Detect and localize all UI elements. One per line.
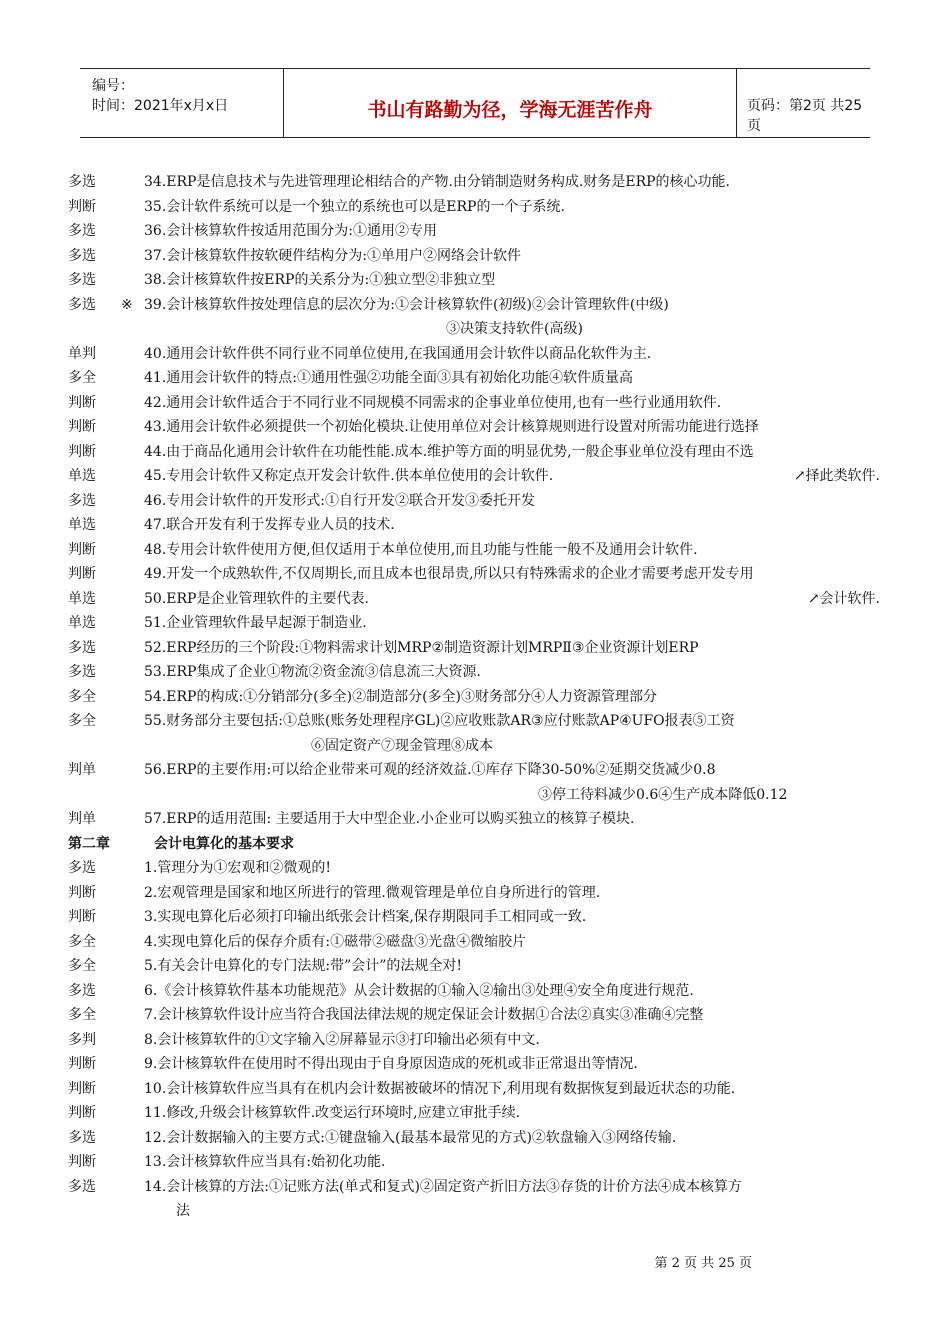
question-line — [68, 219, 888, 244]
question-line — [68, 513, 888, 538]
header-page-cell — [737, 69, 870, 137]
page-footer: 第 2 页 共 25 页 — [654, 1256, 752, 1271]
question-line — [68, 1077, 888, 1102]
question-text: 54.ERP的构成:①分销部分(多全)②制造部分(多全)③财务部分④人力资源管理部分 — [144, 688, 658, 705]
header-motto: 书山有路勤为径，学海无涯苦作舟 — [367, 99, 653, 121]
question-line — [68, 758, 888, 783]
question-line — [68, 905, 888, 930]
question-type-tag: 多选 — [68, 639, 96, 656]
question-text: 45.专用会计软件又称定点开发会计软件.供本单位使用的会计软件. — [144, 468, 554, 484]
question-type-tag: 判断 — [68, 419, 96, 435]
question-type-tag: 多全 — [68, 958, 96, 974]
question-type-tag: 多选 — [68, 272, 96, 288]
question-line — [68, 611, 888, 636]
question-line — [68, 464, 888, 489]
question-line — [68, 366, 888, 391]
question-text: 38.会计核算软件按ERP的关系分为:①独立型②非独立型 — [144, 272, 496, 288]
question-type-tag: 判断 — [68, 1056, 96, 1072]
question-type-tag: 判断 — [68, 566, 96, 582]
question-line — [68, 1175, 888, 1200]
question-text: 56.ERP的主要作用:可以给企业带来可观的经济效益.①库存下降30-50%②延期交货减少0.8 — [144, 762, 716, 778]
question-type-tag: 判断 — [68, 909, 96, 925]
question-type-tag: 多选 — [68, 664, 96, 680]
question-line — [68, 587, 888, 612]
question-line — [68, 636, 888, 661]
question-text: 10.会计核算软件应当具有在机内会计数据被破坏的情况下,利用现有数据恢复到最近状态的功能. — [144, 1080, 736, 1097]
question-line — [68, 734, 888, 759]
question-text: 53.ERP集成了企业①物流②资金流③信息流三大资源. — [144, 664, 481, 680]
question-line — [68, 293, 888, 318]
question-text: 13.会计核算软件应当具有:始初化功能. — [144, 1154, 386, 1170]
question-text: 50.ERP是企业管理软件的主要代表. — [144, 590, 369, 607]
question-text: 41.通用会计软件的特点:①通用性强②功能全面③具有初始化功能④软件质量高 — [144, 370, 633, 386]
question-text: 34.ERP是信息技术与先进管理理论相结合的产物.由分销制造财务构成.财务是ERP的核心功能. — [144, 174, 730, 190]
question-text: ⑥固定资产⑦现金管理⑧成本 — [311, 737, 493, 754]
question-text: 42.通用会计软件适合于不同行业不同规模不同需求的企事业单位使用,也有一些行业通用软件. — [144, 394, 722, 411]
question-line — [68, 562, 888, 587]
question-type-tag: 多选 — [68, 223, 96, 239]
question-text: 49.开发一个成熟软件,不仅周期长,而且成本也很昂贵,所以只有特殊需求的企业才需要考虑开发专用 — [144, 566, 754, 582]
question-line — [68, 1126, 888, 1151]
question-text: 52.ERP经历的三个阶段:①物料需求计划MRP②制造资源计划MRPⅡ③企业资源计划ERP — [144, 639, 699, 656]
document-number-label: 编号： — [92, 78, 134, 94]
question-line — [68, 660, 888, 685]
question-type-tag: 多全 — [68, 370, 96, 386]
question-line — [68, 440, 888, 465]
question-type-tag: 单选 — [68, 517, 96, 533]
question-text: 40.通用会计软件供不同行业不同单位使用,在我国通用会计软件以商品化软件为主. — [144, 345, 652, 362]
question-type-tag: 单判 — [68, 345, 96, 362]
question-line — [68, 783, 888, 808]
question-line — [68, 1003, 888, 1028]
question-type-tag: 多选 — [68, 982, 96, 999]
question-type-tag: 判单 — [68, 762, 96, 778]
question-line — [68, 195, 888, 220]
question-type-tag: 判断 — [68, 884, 96, 901]
question-text: 8.会计核算软件的①文字输入②屏幕显示③打印输出必须有中文. — [144, 1031, 540, 1048]
question-text: 5.有关会计电算化的专门法规:带”会计”的法规全对! — [144, 958, 463, 974]
question-type-tag: 多全 — [68, 688, 96, 705]
question-line — [68, 685, 888, 710]
question-text: 46.专用会计软件的开发形式:①自行开发②联合开发③委托开发 — [144, 492, 535, 509]
question-line — [68, 170, 888, 195]
question-line — [68, 244, 888, 269]
question-type-tag: 多选 — [68, 1178, 96, 1195]
question-line — [68, 538, 888, 563]
question-text: 9.会计核算软件在使用时不得出现由于自身原因造成的死机或非正常退出等情况. — [144, 1056, 638, 1072]
question-line — [68, 1052, 888, 1077]
question-line — [68, 415, 888, 440]
question-text: ③决策支持软件(高级) — [446, 321, 583, 337]
document-body — [68, 170, 888, 1224]
question-line — [68, 391, 888, 416]
question-type-tag: 多全 — [68, 713, 96, 729]
question-text: 法 — [176, 1203, 190, 1219]
question-text: 6.《会计核算软件基本功能规范》从会计数据的①输入②输出③处理④安全角度进行规范. — [144, 982, 694, 999]
question-type-tag: 多选 — [68, 860, 96, 876]
question-line — [68, 979, 888, 1004]
header-motto-cell — [283, 69, 737, 137]
question-text: 4.实现电算化后的保存介质有:①磁带②磁盘③光盘④微缩胶片 — [144, 933, 527, 950]
question-text: 47.联合开发有利于发挥专业人员的技术. — [144, 517, 395, 533]
page-number-label: 页码：第2页 共25页 — [747, 98, 863, 134]
question-type-tag: 多选 — [68, 247, 96, 264]
question-type-tag: 单选 — [68, 590, 96, 607]
question-type-tag: 判断 — [68, 1080, 96, 1097]
chapter-heading — [68, 832, 888, 857]
question-text: 3.实现电算化后必须打印输出纸张会计档案,保存期限同手工相同或一致. — [144, 909, 587, 925]
question-type-tag: 判断 — [68, 443, 96, 460]
question-text: 39.会计核算软件按处理信息的层次分为:①会计核算软件(初级)②会计管理软件(中级) — [144, 296, 669, 313]
document-time-label: 时间：2021年x月x日 — [92, 98, 229, 114]
question-type-tag: 多全 — [68, 1007, 96, 1023]
question-text: ③停工待料减少0.6④生产成本降低0.12 — [538, 786, 788, 803]
question-line — [68, 709, 888, 734]
question-text: 2.宏观管理是国家和地区所进行的管理.微观管理是单位自身所进行的管理. — [144, 884, 601, 901]
chapter-title: 会计电算化的基本要求 — [154, 835, 294, 852]
page-header — [80, 68, 870, 138]
question-line — [68, 881, 888, 906]
question-text: 36.会计核算软件按适用范围分为:①通用②专用 — [144, 223, 437, 239]
question-text: 12.会计数据输入的主要方式:①键盘输入(最基本最常见的方式)②软盘输入③网络传输. — [144, 1129, 677, 1146]
question-text: 57.ERP的适用范围: 主要适用于大中型企业.小企业可以购买独立的核算子模块. — [144, 811, 635, 827]
question-text: 48.专用会计软件使用方便,但仅适用于本单位使用,而且功能与性能一般不及通用会计软件. — [144, 541, 698, 558]
continuation-note: ↗择此类软件. — [793, 468, 880, 484]
question-line — [68, 268, 888, 293]
question-line — [68, 1199, 888, 1224]
question-type-tag: 判断 — [68, 198, 96, 215]
question-line — [68, 1150, 888, 1175]
question-type-tag: 多选 — [68, 1129, 96, 1146]
question-line — [68, 807, 888, 832]
question-text: 51.企业管理软件最早起源于制造业. — [144, 615, 367, 631]
question-line — [68, 317, 888, 342]
question-type-tag: 判断 — [68, 394, 96, 411]
question-text: 11.修改,升级会计核算软件.改变运行环境时,应建立审批手续. — [144, 1105, 521, 1121]
question-text: 43.通用会计软件必须提供一个初始化模块.让使用单位对会计核算规则进行设置对所需功能进行选择 — [144, 419, 759, 435]
question-text: 35.会计软件系统可以是一个独立的系统也可以是ERP的一个子系统. — [144, 198, 565, 215]
question-type-tag: 第二章 — [68, 835, 110, 852]
question-text: 37.会计核算软件按软硬件结构分为:①单用户②网络会计软件 — [144, 247, 521, 264]
header-meta-cell — [80, 69, 283, 137]
question-text: 7.会计核算软件设计应当符合我国法律法规的规定保证会计数据①合法②真实③准确④完整 — [144, 1007, 704, 1023]
question-line — [68, 856, 888, 881]
question-type-tag: 判断 — [68, 1105, 96, 1121]
question-type-tag: 多选 — [68, 296, 96, 313]
question-line — [68, 1101, 888, 1126]
question-text: 55.财务部分主要包括:①总账(账务处理程序GL)②应收账款AR③应付账款AP④UFO报表⑤工资 — [144, 713, 735, 729]
question-type-tag: 多选 — [68, 174, 96, 190]
question-text: 44.由于商品化通用会计软件在功能性能.成本.维护等方面的明显优势,一般企事业单位没有理由不选 — [144, 443, 754, 460]
continuation-note: ↗会计软件. — [807, 590, 880, 607]
question-line — [68, 1028, 888, 1053]
question-line — [68, 954, 888, 979]
question-text: 14.会计核算的方法:①记账方法(单式和复式)②固定资产折旧方法③存货的计价方法④成本核算方 — [144, 1178, 742, 1195]
question-type-tag: 判断 — [68, 541, 96, 558]
question-line — [68, 489, 888, 514]
question-line — [68, 930, 888, 955]
question-text: 1.管理分为①宏观和②微观的! — [144, 860, 331, 876]
question-type-tag: 单选 — [68, 468, 96, 484]
question-line — [68, 342, 888, 367]
question-type-tag: 判断 — [68, 1154, 96, 1170]
question-type-tag: 多选 — [68, 492, 96, 509]
question-type-tag: 多判 — [68, 1031, 96, 1048]
question-type-tag: 多全 — [68, 933, 96, 950]
question-type-tag: 判单 — [68, 811, 96, 827]
important-mark: ※ — [121, 296, 133, 313]
question-type-tag: 单选 — [68, 615, 96, 631]
